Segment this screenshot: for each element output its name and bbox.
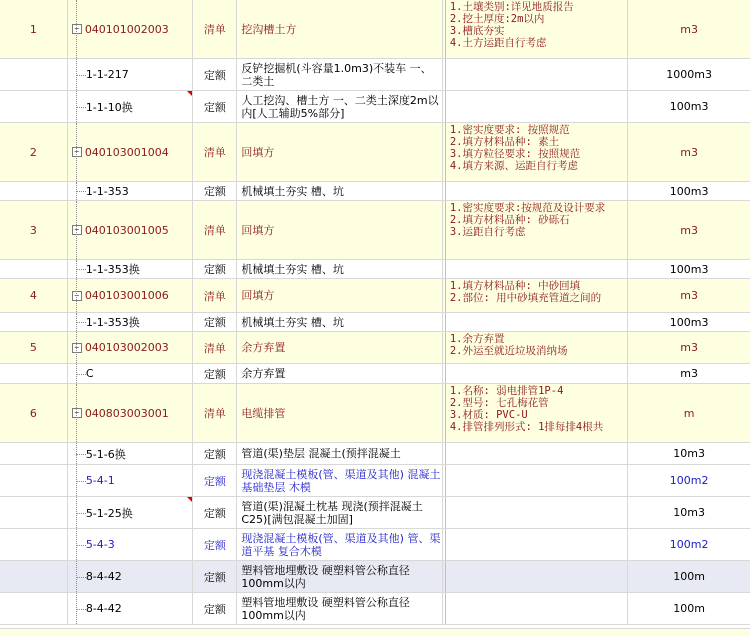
modified-marker-icon	[187, 497, 192, 502]
row-number: 3	[0, 201, 68, 259]
tree-branch	[76, 545, 86, 546]
item-name[interactable]: 余方弃置	[237, 332, 442, 363]
item-code: 040101002003	[84, 22, 169, 36]
item-code: 5-4-3	[85, 538, 115, 551]
item-features[interactable]	[445, 260, 629, 278]
item-name[interactable]: 现浇混凝土模板(管、渠道及其他) 混凝土基础垫层 木模	[237, 465, 442, 496]
item-name[interactable]: 回填方	[237, 279, 442, 312]
item-code-cell[interactable]	[68, 123, 194, 181]
modified-marker-icon	[187, 91, 192, 96]
item-code: 040103002003	[84, 341, 169, 354]
item-code-cell[interactable]	[68, 91, 194, 122]
item-unit: m	[683, 406, 695, 420]
item-features[interactable]	[445, 384, 629, 442]
bill-row[interactable]	[0, 0, 750, 59]
quota-row[interactable]	[0, 593, 750, 625]
item-features[interactable]	[445, 593, 629, 624]
item-unit: 1000m3	[666, 68, 713, 81]
item-features[interactable]	[445, 313, 629, 331]
item-code: 1-1-353	[85, 184, 129, 198]
item-code: 8-4-42	[85, 570, 122, 583]
row-number	[0, 182, 68, 200]
row-number	[0, 59, 68, 90]
item-name[interactable]: 余方弃置	[237, 364, 442, 383]
item-name[interactable]: 塑料管地埋敷设 硬塑料管公称直径100mm以内	[237, 561, 442, 592]
tree-branch	[76, 454, 86, 455]
item-type: 定额	[193, 529, 237, 560]
item-code-cell[interactable]	[68, 443, 194, 464]
tree-branch	[76, 322, 86, 323]
row-number: 4	[0, 279, 68, 312]
item-name[interactable]: 机械填土夯实 槽、坑	[237, 313, 442, 331]
row-number: 6	[0, 384, 68, 442]
collapse-toggle-icon[interactable]: −	[72, 408, 82, 418]
item-unit: m3	[680, 341, 699, 354]
item-type: 定额	[193, 59, 237, 90]
item-features[interactable]	[445, 364, 629, 383]
feature-line: 2.填方材料品种: 砂砾石	[449, 214, 570, 226]
bill-row[interactable]	[0, 201, 750, 260]
tree-branch	[76, 513, 86, 514]
tree-branch	[76, 609, 86, 610]
quota-row[interactable]	[0, 91, 750, 123]
row-number	[0, 465, 68, 496]
item-name[interactable]: 管道(渠)混凝土枕基 现浇(预拌混凝土 C25)[满包混凝土加固]	[237, 497, 442, 528]
tree-branch	[76, 191, 86, 192]
item-features[interactable]	[445, 279, 629, 312]
tree-branch	[76, 107, 86, 108]
item-type: 定额	[193, 182, 237, 200]
item-name[interactable]: 人工挖沟、槽土方 一、二类土深度2m以内[人工辅助5%部分]	[237, 91, 442, 122]
item-features[interactable]	[445, 561, 629, 592]
feature-line: 2.外运至就近垃圾消纳场	[449, 345, 568, 357]
quota-row[interactable]	[0, 364, 750, 384]
feature-line: 2.挖土厚度:2m以内	[449, 13, 545, 25]
item-unit: m3	[680, 367, 699, 380]
collapse-toggle-icon[interactable]: −	[72, 291, 82, 301]
item-code: 040103001005	[84, 223, 169, 237]
feature-line: 1.土壤类别:详见地质报告	[449, 1, 574, 13]
item-type: 定额	[193, 465, 237, 496]
item-type: 清单	[193, 384, 237, 442]
item-features[interactable]	[445, 123, 629, 181]
row-number: 5	[0, 332, 68, 363]
feature-line: 3.槽底夯实	[449, 25, 505, 37]
tree-branch	[76, 374, 86, 375]
item-type: 定额	[193, 443, 237, 464]
item-features[interactable]	[445, 201, 629, 259]
item-code: 5-4-1	[85, 474, 115, 487]
item-code: 1-1-353换	[85, 316, 140, 329]
quota-row[interactable]	[0, 529, 750, 561]
item-name[interactable]: 管道(渠)垫层 混凝土(预拌混凝土	[237, 443, 442, 464]
collapse-toggle-icon[interactable]: −	[72, 24, 82, 34]
bill-row[interactable]	[0, 123, 750, 182]
item-unit: 100m3	[669, 315, 709, 329]
tree-connector	[76, 0, 77, 58]
collapse-toggle-icon[interactable]: −	[72, 343, 82, 353]
item-features[interactable]	[445, 529, 629, 560]
row-number	[0, 529, 68, 560]
feature-line: 3.运距自行考虑	[449, 226, 526, 238]
item-code-cell[interactable]	[68, 260, 194, 278]
item-code: 040103001006	[84, 289, 169, 302]
item-unit: 10m3	[673, 447, 706, 460]
item-code-cell[interactable]	[68, 59, 194, 90]
item-name[interactable]: 回填方	[237, 201, 442, 259]
collapse-toggle-icon[interactable]: −	[72, 147, 82, 157]
item-code-cell[interactable]	[68, 561, 194, 592]
quota-row[interactable]	[0, 182, 750, 201]
feature-line: 3.填方粒径要求: 按照规范	[449, 148, 581, 160]
tree-branch	[76, 577, 86, 578]
feature-line: 2.填方材料品种: 素土	[449, 136, 560, 148]
item-name[interactable]: 现浇混凝土模板(管、渠道及其他) 管、渠道平基 复合木模	[237, 529, 442, 560]
item-code-cell[interactable]	[68, 332, 194, 363]
item-code: 5-1-25换	[85, 506, 133, 520]
item-code: 1-1-353换	[85, 263, 140, 276]
item-features[interactable]	[445, 443, 629, 464]
feature-line: 2.型号: 七孔梅花管	[449, 397, 549, 409]
item-unit: 100m3	[669, 262, 709, 276]
feature-line: 3.材质: PVC-U	[449, 409, 528, 421]
tree-connector	[76, 384, 77, 442]
feature-line: 1.填方材料品种: 中砂回填	[449, 280, 581, 292]
feature-line: 1.密实度要求:按规范及设计要求	[449, 202, 606, 214]
item-code: C	[85, 367, 94, 380]
item-code-cell[interactable]	[68, 182, 194, 200]
item-unit: 100m	[673, 570, 706, 583]
item-type: 定额	[193, 91, 237, 122]
tree-connector	[76, 279, 77, 312]
row-number	[0, 561, 68, 592]
item-type: 清单	[193, 0, 237, 58]
item-name[interactable]: 反铲挖掘机(斗容量1.0m3)不装车 一、二类土	[237, 59, 442, 90]
item-unit: m3	[680, 145, 699, 159]
item-code-cell[interactable]	[68, 529, 194, 560]
quota-row[interactable]	[0, 59, 750, 91]
item-code: 1-1-10换	[85, 100, 133, 114]
row-number: 1	[0, 0, 68, 58]
item-code-cell[interactable]	[68, 279, 194, 312]
item-code: 8-4-42	[85, 602, 122, 615]
item-unit: 100m2	[669, 538, 709, 551]
item-features[interactable]	[445, 0, 629, 58]
tree-branch	[76, 269, 86, 270]
item-type: 清单	[193, 123, 237, 181]
item-type: 定额	[193, 260, 237, 278]
item-unit: 10m3	[673, 506, 706, 519]
tree-branch	[76, 481, 86, 482]
quota-row[interactable]	[0, 561, 750, 593]
item-type: 清单	[193, 279, 237, 312]
item-unit: 100m3	[669, 184, 709, 198]
item-code: 5-1-6换	[85, 447, 126, 461]
row-number	[0, 91, 68, 122]
bill-row[interactable]	[0, 279, 750, 313]
item-code: 1-1-217	[85, 68, 129, 81]
quota-row[interactable]	[0, 443, 750, 465]
row-number	[0, 313, 68, 331]
item-name[interactable]: 电缆排管	[237, 384, 442, 442]
item-code-cell[interactable]	[68, 201, 194, 259]
feature-line: 4.土方运距自行考虑	[449, 37, 547, 49]
item-code-cell[interactable]	[68, 0, 194, 58]
item-code: 040103001004	[84, 145, 169, 159]
row-number	[0, 364, 68, 383]
item-features[interactable]	[445, 91, 629, 122]
feature-line: 1.密实度要求: 按照规范	[449, 124, 570, 136]
feature-line: 4.填方来源、运距自行考虑	[449, 160, 578, 172]
item-features[interactable]	[445, 465, 629, 496]
item-code-cell[interactable]	[68, 384, 194, 442]
item-unit: m3	[680, 223, 699, 237]
feature-line: 2.部位: 用中砂填充管道之间的	[449, 292, 602, 304]
tree-connector	[76, 123, 77, 181]
item-name[interactable]: 回填方	[237, 123, 442, 181]
bill-row[interactable]	[0, 384, 750, 443]
item-unit: m3	[680, 22, 699, 36]
item-code-cell[interactable]	[68, 497, 194, 528]
item-type: 定额	[193, 497, 237, 528]
row-number	[0, 593, 68, 624]
quota-row[interactable]	[0, 497, 750, 529]
item-unit: 100m2	[669, 474, 709, 487]
quota-row[interactable]	[0, 465, 750, 497]
tree-connector	[76, 332, 77, 363]
item-unit: m3	[680, 289, 699, 302]
item-type: 定额	[193, 313, 237, 331]
row-number	[0, 260, 68, 278]
item-type: 清单	[193, 332, 237, 363]
item-code-cell[interactable]	[68, 465, 194, 496]
feature-line: 1.名称: 弱电排管1P-4	[449, 385, 564, 397]
item-name[interactable]: 挖沟槽土方	[237, 0, 442, 58]
row-number	[0, 497, 68, 528]
tree-branch	[76, 75, 86, 76]
item-unit: 100m	[673, 602, 706, 615]
item-features[interactable]	[445, 59, 629, 90]
row-number: 2	[0, 123, 68, 181]
collapse-toggle-icon[interactable]: −	[72, 225, 82, 235]
item-type: 定额	[193, 364, 237, 383]
item-name[interactable]: 塑料管地埋敷设 硬塑料管公称直径100mm以内	[237, 593, 442, 624]
item-type: 定额	[193, 593, 237, 624]
item-type: 定额	[193, 561, 237, 592]
feature-line: 4.排管排列形式: 1排每排4根共	[449, 421, 604, 433]
item-unit: 100m3	[669, 100, 709, 113]
feature-line: 1.余方弃置	[449, 333, 505, 345]
item-features[interactable]	[445, 332, 629, 363]
item-features[interactable]	[445, 497, 629, 528]
item-code-cell[interactable]	[68, 364, 194, 383]
item-type: 清单	[193, 201, 237, 259]
tree-connector	[76, 201, 77, 259]
item-code-cell[interactable]	[68, 313, 194, 331]
bill-row[interactable]	[0, 332, 750, 364]
item-name[interactable]: 机械填土夯实 槽、坑	[237, 182, 442, 200]
quota-row[interactable]	[0, 260, 750, 279]
item-code-cell[interactable]	[68, 593, 194, 624]
quota-row[interactable]	[0, 313, 750, 332]
item-name[interactable]: 机械填土夯实 槽、坑	[237, 260, 442, 278]
item-features[interactable]	[445, 182, 629, 200]
row-number	[0, 443, 68, 464]
item-code: 040803003001	[84, 406, 169, 420]
